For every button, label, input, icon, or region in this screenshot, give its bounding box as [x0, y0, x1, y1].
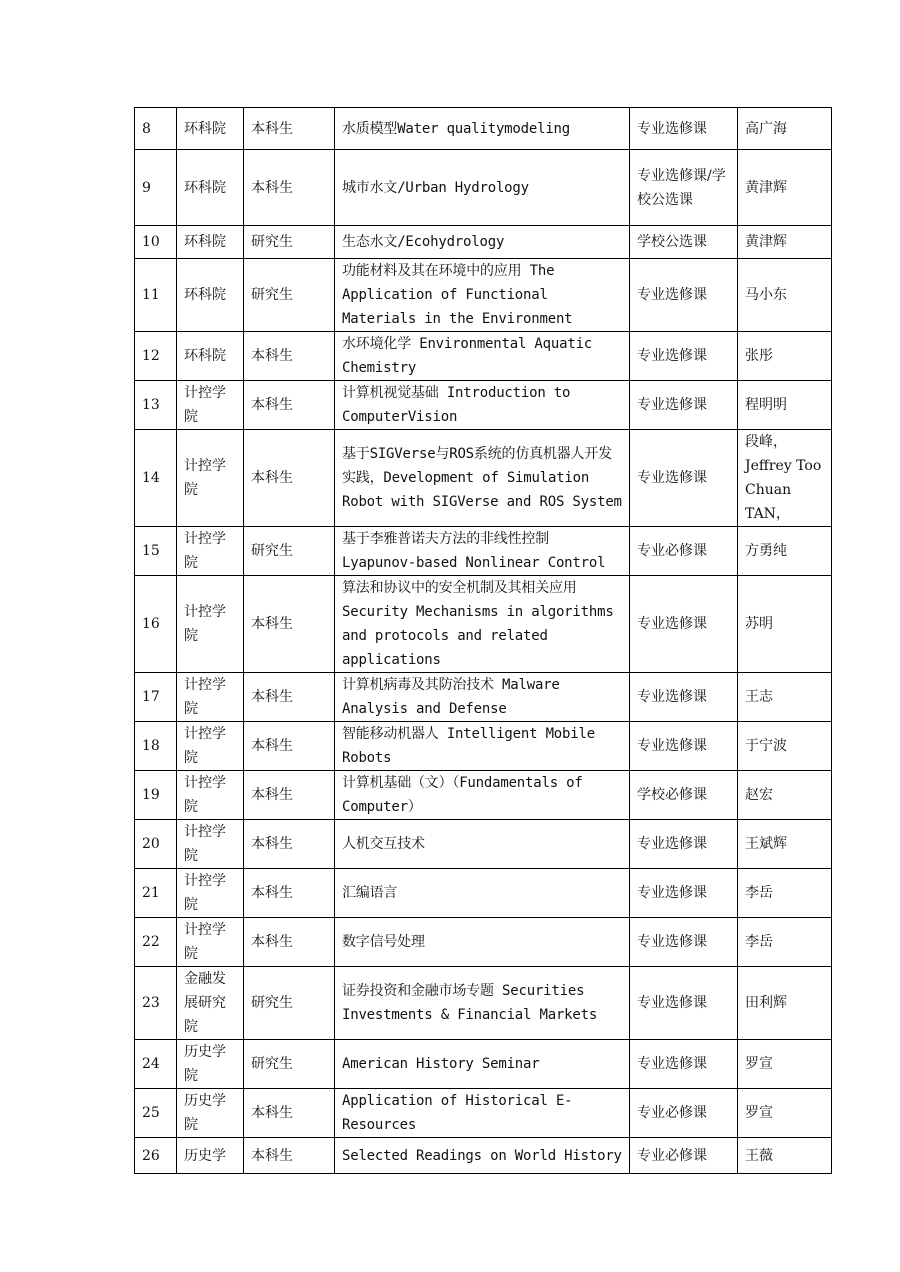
row-number: 12: [135, 332, 177, 381]
teacher-cell: 程明明: [738, 381, 832, 430]
level-cell: 本科生: [244, 1089, 335, 1138]
level-cell: 研究生: [244, 259, 335, 332]
course-type-cell: 专业选修课: [630, 869, 738, 918]
course-name-cell: Selected Readings on World History: [335, 1138, 630, 1174]
course-type-cell: 专业选修课: [630, 1040, 738, 1089]
table-row: [135, 1138, 832, 1174]
row-number: 11: [135, 259, 177, 332]
course-name-cell: 汇编语言: [335, 869, 630, 918]
course-type-cell: 专业选修课: [630, 673, 738, 722]
level-cell: 本科生: [244, 108, 335, 150]
row-number: 23: [135, 967, 177, 1040]
level-cell: 本科生: [244, 1138, 335, 1174]
level-cell: 研究生: [244, 226, 335, 259]
row-number: 10: [135, 226, 177, 259]
course-name-cell: 水环境化学 Environmental Aquatic Chemistry: [335, 332, 630, 381]
college-cell: 计控学院: [177, 771, 244, 820]
course-name-cell: 智能移动机器人 Intelligent Mobile Robots: [335, 722, 630, 771]
row-number: 8: [135, 108, 177, 150]
table-row: [135, 722, 832, 771]
table-row: [135, 226, 832, 259]
teacher-cell: 王薇: [738, 1138, 832, 1174]
course-type-cell: 学校必修课: [630, 771, 738, 820]
course-name-cell: 人机交互技术: [335, 820, 630, 869]
course-name-cell: 功能材料及其在环境中的应用 The Application of Functional Materials in the Environment: [335, 259, 630, 332]
course-type-cell: 专业选修课/学校公选课: [630, 150, 738, 226]
course-type-cell: 专业选修课: [630, 820, 738, 869]
course-name-cell: Application of Historical E-Resources: [335, 1089, 630, 1138]
table-row: [135, 1040, 832, 1089]
college-cell: 计控学院: [177, 820, 244, 869]
level-cell: 本科生: [244, 918, 335, 967]
table-row: [135, 430, 832, 527]
course-name-cell: American History Seminar: [335, 1040, 630, 1089]
row-number: 15: [135, 527, 177, 576]
teacher-cell: 罗宣: [738, 1040, 832, 1089]
table-row: [135, 869, 832, 918]
row-number: 18: [135, 722, 177, 771]
college-cell: 计控学院: [177, 722, 244, 771]
level-cell: 本科生: [244, 576, 335, 673]
teacher-cell: 李岳: [738, 869, 832, 918]
row-number: 14: [135, 430, 177, 527]
table-row: [135, 820, 832, 869]
row-number: 20: [135, 820, 177, 869]
course-type-cell: 专业选修课: [630, 259, 738, 332]
teacher-cell: 张彤: [738, 332, 832, 381]
row-number: 22: [135, 918, 177, 967]
teacher-cell: 罗宣: [738, 1089, 832, 1138]
course-name-cell: 计算机基础（文）（Fundamentals of Computer）: [335, 771, 630, 820]
course-name-cell: 计算机病毒及其防治技术 Malware Analysis and Defense: [335, 673, 630, 722]
college-cell: 历史学院: [177, 1089, 244, 1138]
level-cell: 本科生: [244, 150, 335, 226]
teacher-cell: 段峰，Jeffrey Too Chuan TAN，: [738, 430, 832, 527]
course-name-cell: 数字信号处理: [335, 918, 630, 967]
college-cell: 环科院: [177, 259, 244, 332]
course-type-cell: 专业选修课: [630, 108, 738, 150]
course-type-cell: 专业选修课: [630, 430, 738, 527]
table-row: [135, 576, 832, 673]
row-number: 21: [135, 869, 177, 918]
teacher-cell: 黄津辉: [738, 150, 832, 226]
table-row: [135, 150, 832, 226]
teacher-cell: 王志: [738, 673, 832, 722]
teacher-cell: 赵宏: [738, 771, 832, 820]
row-number: 9: [135, 150, 177, 226]
course-type-cell: 专业选修课: [630, 332, 738, 381]
table-row: [135, 259, 832, 332]
table-row: [135, 108, 832, 150]
course-name-cell: 城市水文/Urban Hydrology: [335, 150, 630, 226]
teacher-cell: 于宁波: [738, 722, 832, 771]
college-cell: 计控学院: [177, 869, 244, 918]
course-type-cell: 专业选修课: [630, 967, 738, 1040]
course-name-cell: 基于李雅普诺夫方法的非线性控制 Lyapunov-based Nonlinear Control: [335, 527, 630, 576]
course-name-cell: 算法和协议中的安全机制及其相关应用 Security Mechanisms in algorithms and protocols and related applications: [335, 576, 630, 673]
course-type-cell: 专业必修课: [630, 1138, 738, 1174]
college-cell: 环科院: [177, 332, 244, 381]
course-type-cell: 专业必修课: [630, 527, 738, 576]
table-row: [135, 673, 832, 722]
level-cell: 研究生: [244, 527, 335, 576]
teacher-cell: 方勇纯: [738, 527, 832, 576]
row-number: 16: [135, 576, 177, 673]
row-number: 13: [135, 381, 177, 430]
college-cell: 历史学院: [177, 1040, 244, 1089]
college-cell: 金融发展研究院: [177, 967, 244, 1040]
level-cell: 研究生: [244, 967, 335, 1040]
course-name-cell: 水质模型Water qualitymodeling: [335, 108, 630, 150]
table-row: [135, 771, 832, 820]
college-cell: 环科院: [177, 108, 244, 150]
level-cell: 本科生: [244, 673, 335, 722]
college-cell: 环科院: [177, 226, 244, 259]
college-cell: 计控学院: [177, 673, 244, 722]
course-type-cell: 专业选修课: [630, 576, 738, 673]
course-name-cell: 计算机视觉基础 Introduction to ComputerVision: [335, 381, 630, 430]
course-table-body: [135, 108, 832, 1174]
course-name-cell: 证券投资和金融市场专题 Securities Investments & Financial Markets: [335, 967, 630, 1040]
college-cell: 计控学院: [177, 576, 244, 673]
row-number: 19: [135, 771, 177, 820]
level-cell: 本科生: [244, 820, 335, 869]
course-type-cell: 专业选修课: [630, 722, 738, 771]
course-table: [134, 107, 832, 1174]
college-cell: 计控学院: [177, 918, 244, 967]
college-cell: 计控学院: [177, 527, 244, 576]
course-name-cell: 基于SIGVerse与ROS系统的仿真机器人开发实践，Development of Simulation Robot with SIGVerse and ROS System: [335, 430, 630, 527]
row-number: 26: [135, 1138, 177, 1174]
college-cell: 计控学院: [177, 381, 244, 430]
college-cell: 环科院: [177, 150, 244, 226]
table-row: [135, 332, 832, 381]
level-cell: 本科生: [244, 381, 335, 430]
college-cell: 计控学院: [177, 430, 244, 527]
level-cell: 研究生: [244, 1040, 335, 1089]
row-number: 17: [135, 673, 177, 722]
course-type-cell: 专业选修课: [630, 918, 738, 967]
table-row: [135, 918, 832, 967]
college-cell: 历史学: [177, 1138, 244, 1174]
table-row: [135, 967, 832, 1040]
table-row: [135, 1089, 832, 1138]
course-name-cell: 生态水文/Ecohydrology: [335, 226, 630, 259]
teacher-cell: 李岳: [738, 918, 832, 967]
level-cell: 本科生: [244, 722, 335, 771]
teacher-cell: 王斌辉: [738, 820, 832, 869]
row-number: 24: [135, 1040, 177, 1089]
course-type-cell: 专业选修课: [630, 381, 738, 430]
teacher-cell: 黄津辉: [738, 226, 832, 259]
teacher-cell: 高广海: [738, 108, 832, 150]
teacher-cell: 田利辉: [738, 967, 832, 1040]
level-cell: 本科生: [244, 332, 335, 381]
course-type-cell: 学校公选课: [630, 226, 738, 259]
table-row: [135, 527, 832, 576]
table-row: [135, 381, 832, 430]
level-cell: 本科生: [244, 869, 335, 918]
row-number: 25: [135, 1089, 177, 1138]
level-cell: 本科生: [244, 430, 335, 527]
level-cell: 本科生: [244, 771, 335, 820]
teacher-cell: 苏明: [738, 576, 832, 673]
teacher-cell: 马小东: [738, 259, 832, 332]
course-type-cell: 专业必修课: [630, 1089, 738, 1138]
